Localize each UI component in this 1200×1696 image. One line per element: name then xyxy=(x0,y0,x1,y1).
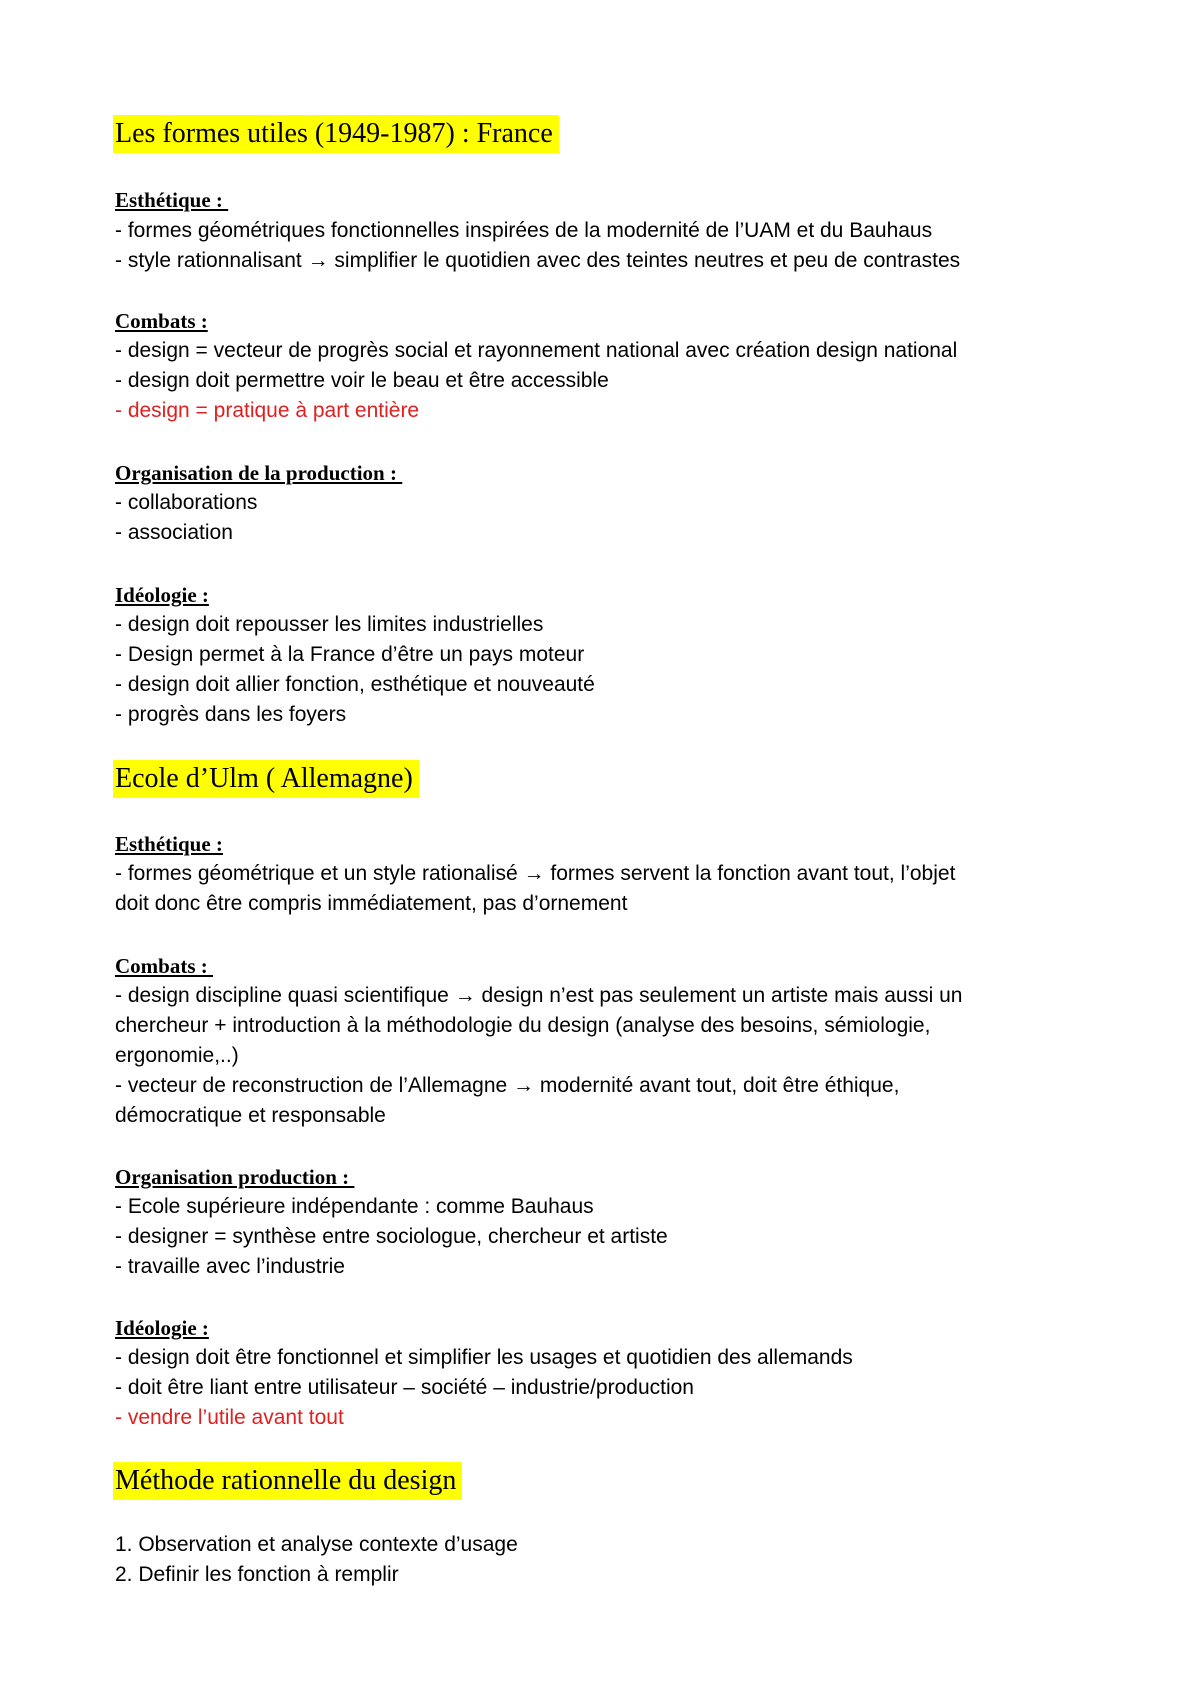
text-line: - collaborations xyxy=(115,491,258,514)
text-line: - design doit repousser les limites industrielles xyxy=(115,613,544,636)
text-line: - style rationnalisant → simplifier le quotidien avec des teintes neutres et peu de contrastes xyxy=(115,249,961,272)
text-line: - design = vecteur de progrès social et rayonnement national avec création design national xyxy=(115,339,958,362)
subheading-esthetique: Esthétique : xyxy=(115,832,223,856)
subheading-ideologie: Idéologie : xyxy=(115,1316,209,1340)
section-title-france: Les formes utiles (1949-1987) : France xyxy=(113,115,559,153)
subheading-organisation: Organisation production : xyxy=(115,1165,355,1189)
text-line-highlighted: - design = pratique à part entière xyxy=(115,399,420,422)
subheading-ideologie: Idéologie : xyxy=(115,583,209,607)
text-line: ergonomie,..) xyxy=(115,1044,239,1067)
text-line: - design doit être fonctionnel et simplifier les usages et quotidien des allemands xyxy=(115,1346,853,1369)
numbered-list-item: 2. Definir les fonction à remplir xyxy=(115,1563,399,1586)
text-line: - designer = synthèse entre sociologue, chercheur et artiste xyxy=(115,1225,668,1248)
subheading-combats: Combats : xyxy=(115,309,208,333)
numbered-list-item: 1. Observation et analyse contexte d’usage xyxy=(115,1533,518,1556)
section-title-methode: Méthode rationnelle du design xyxy=(113,1462,462,1500)
text-line: - formes géométrique et un style rationalisé → formes servent la fonction avant tout, l’objet xyxy=(115,862,956,885)
text-line: - design doit allier fonction, esthétique et nouveauté xyxy=(115,673,595,696)
text-line: - design discipline quasi scientifique → design n’est pas seulement un artiste mais aussi un xyxy=(115,984,963,1007)
text-line: - progrès dans les foyers xyxy=(115,703,347,726)
subheading-organisation: Organisation de la production : xyxy=(115,461,403,485)
text-line: - vecteur de reconstruction de l’Allemagne → modernité avant tout, doit être éthique, xyxy=(115,1074,900,1097)
text-line: - formes géométriques fonctionnelles inspirées de la modernité de l’UAM et du Bauhaus xyxy=(115,219,933,242)
text-line: doit donc être compris immédiatement, pas d’ornement xyxy=(115,892,628,915)
text-line: - Ecole supérieure indépendante : comme Bauhaus xyxy=(115,1195,594,1218)
text-line: chercheur + introduction à la méthodologie du design (analyse des besoins, sémiologie, xyxy=(115,1014,931,1037)
text-line: - association xyxy=(115,521,233,544)
text-line: - design doit permettre voir le beau et être accessible xyxy=(115,369,609,392)
text-line-highlighted: - vendre l’utile avant tout xyxy=(115,1406,344,1429)
text-line: - doit être liant entre utilisateur – société – industrie/production xyxy=(115,1376,694,1399)
text-line: - travaille avec l’industrie xyxy=(115,1255,345,1278)
section-title-ulm: Ecole d’Ulm ( Allemagne) xyxy=(113,760,419,798)
subheading-esthetique: Esthétique : xyxy=(115,188,229,212)
subheading-combats: Combats : xyxy=(115,954,213,978)
text-line: démocratique et responsable xyxy=(115,1104,386,1127)
text-line: - Design permet à la France d’être un pays moteur xyxy=(115,643,585,666)
